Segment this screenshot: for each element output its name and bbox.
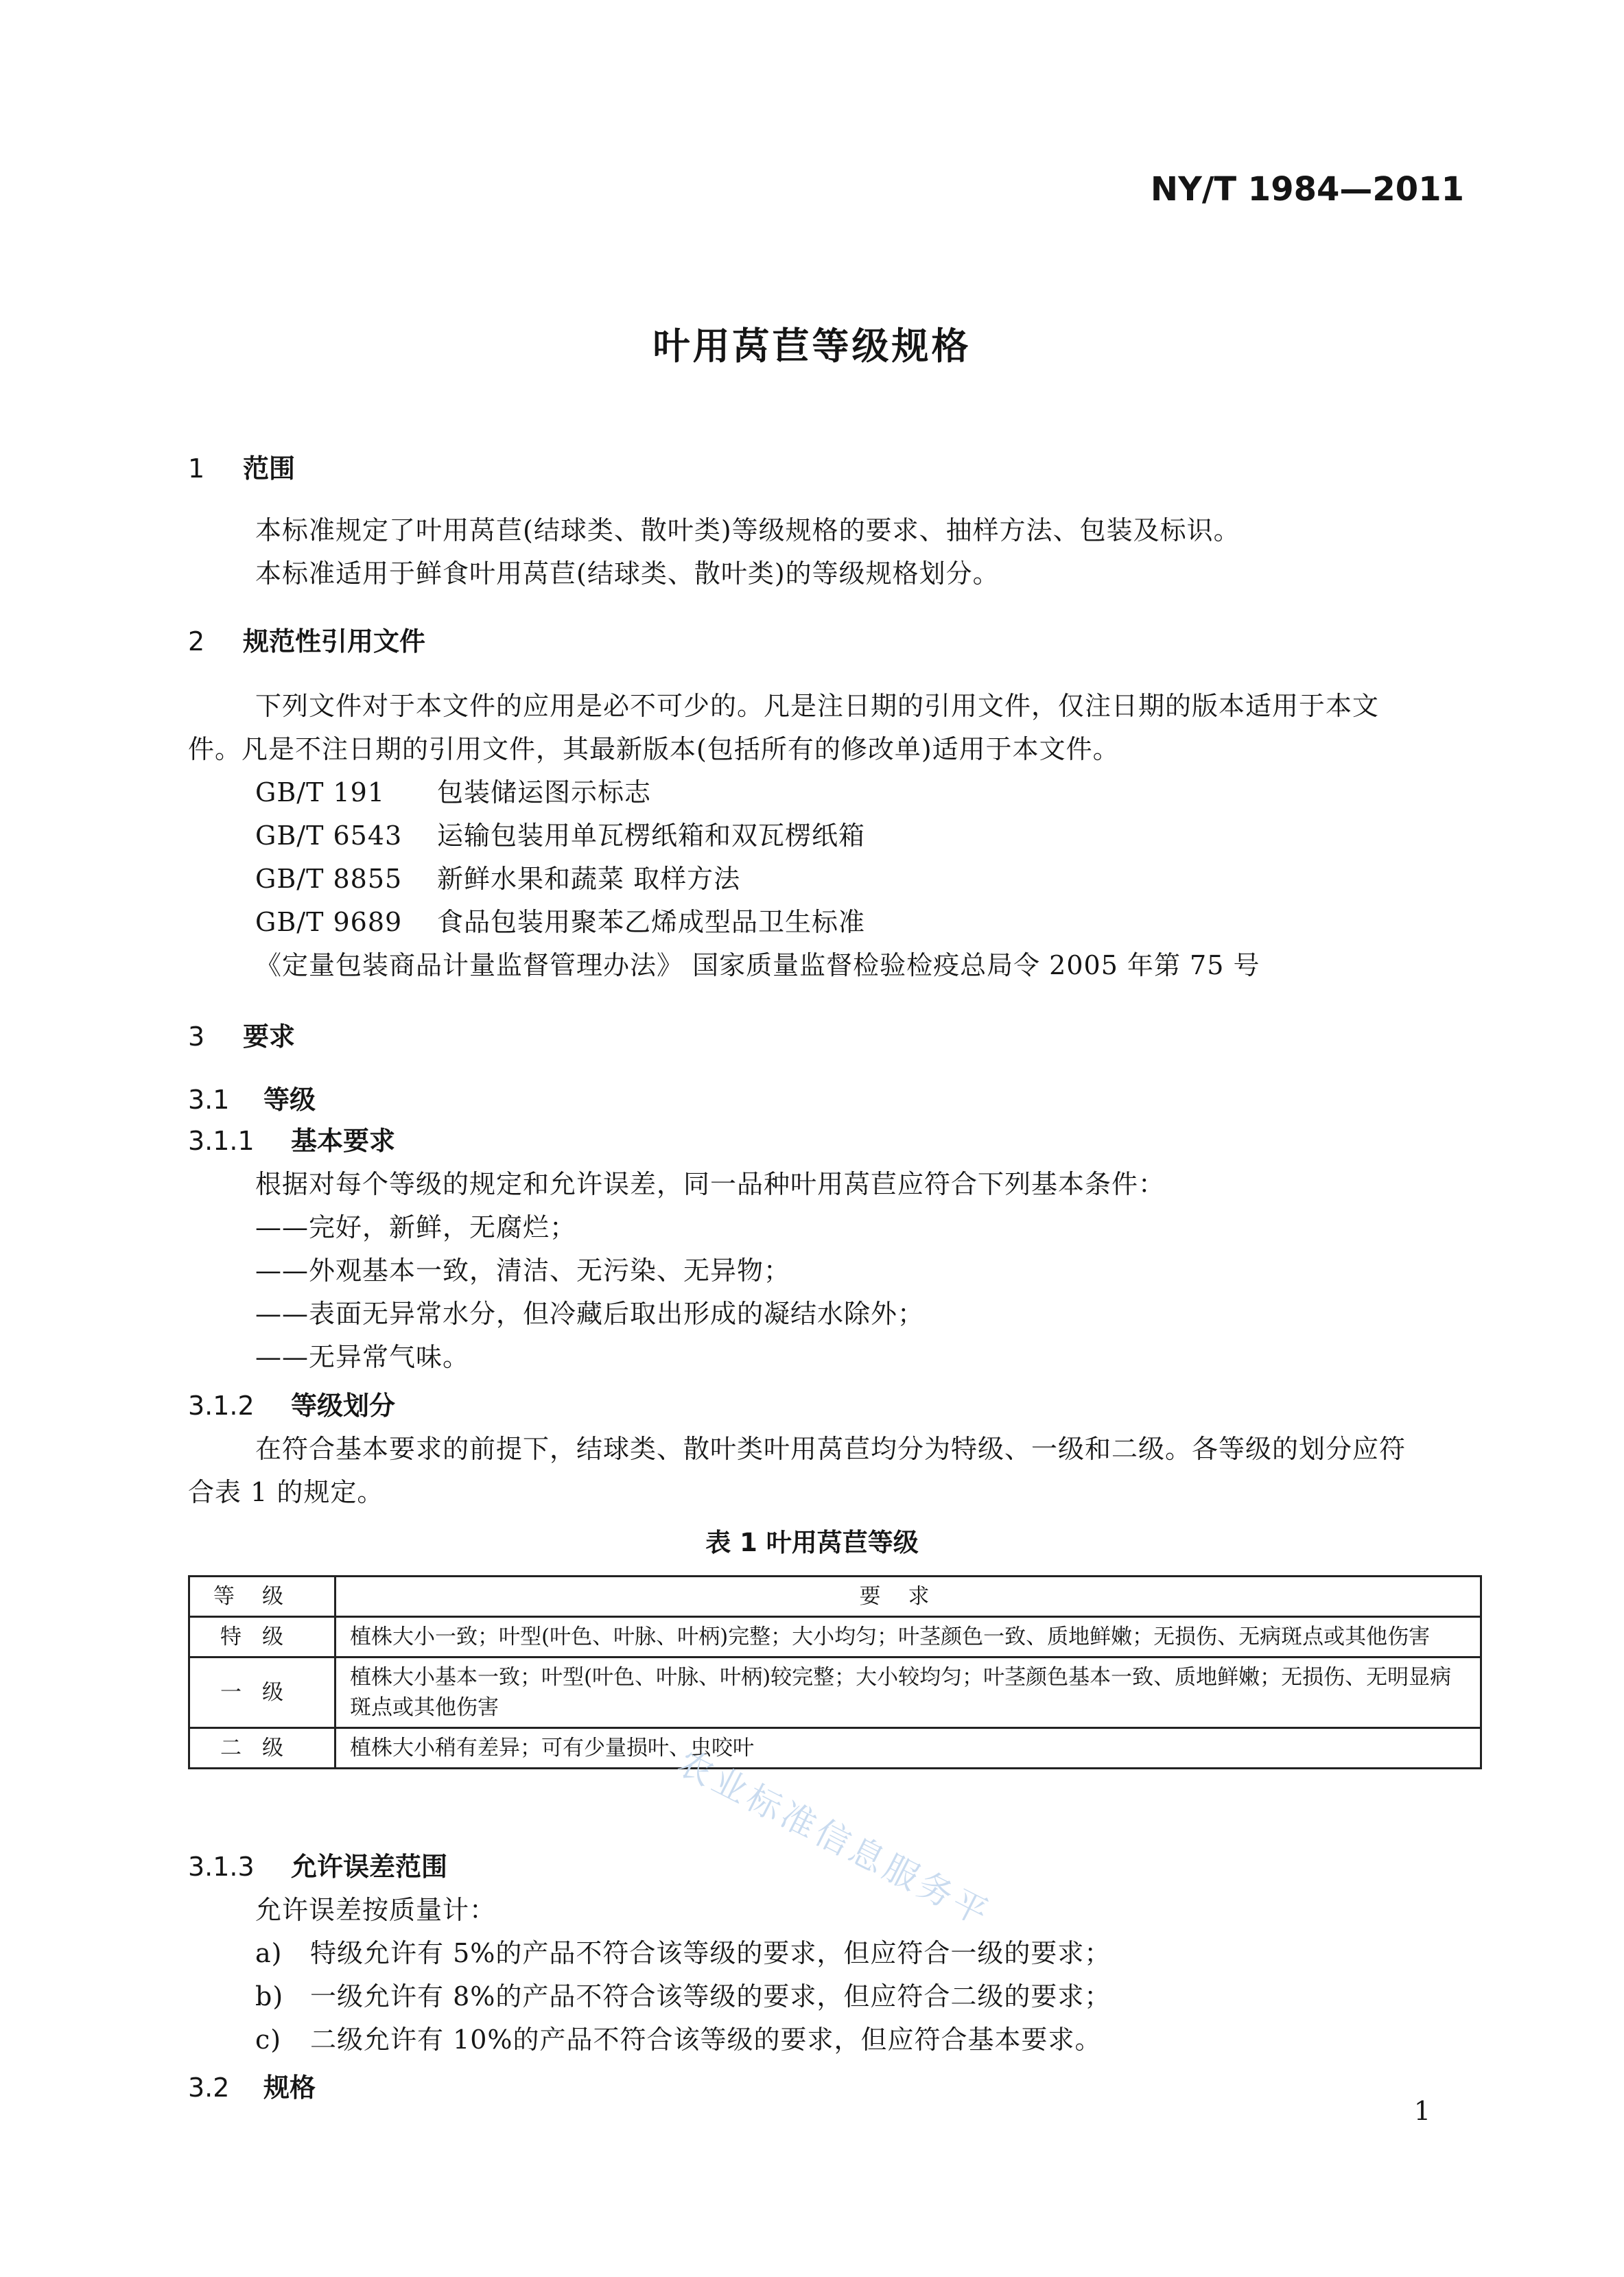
section-3-2-heading — [188, 2066, 316, 2104]
paragraph: 允许误差按质量计： — [255, 1895, 497, 1925]
reference-name: 包装储运图示标志 — [437, 777, 652, 807]
section-title: 范围 — [243, 453, 296, 484]
list-text: 二级允许有 10%的产品不符合该等级的要求，但应符合基本要求。 — [310, 2025, 1102, 2055]
table-header-requirements: 要求 — [336, 1577, 1481, 1617]
table-header-grade: 等级 — [189, 1577, 336, 1617]
section-number: 2 — [188, 626, 205, 657]
reference-item — [255, 771, 651, 809]
reference-item — [255, 901, 865, 939]
list-item: ——表面无异常水分，但冷藏后取出形成的凝结水除外； — [255, 1299, 925, 1329]
paragraph: 合表 1 的规定。 — [188, 1477, 384, 1507]
grade-table — [188, 1575, 1482, 1769]
paragraph: 本标准规定了叶用莴苣(结球类、散叶类)等级规格的要求、抽样方法、包装及标识。 — [255, 515, 1240, 545]
paragraph: 本标准适用于鲜食叶用莴苣(结球类、散叶类)的等级规格划分。 — [255, 558, 1000, 589]
section-number: 3 — [188, 1022, 205, 1052]
section-title: 等级 — [263, 1085, 316, 1115]
grade-cell: 一级 — [189, 1657, 336, 1728]
section-title: 规格 — [263, 2073, 316, 2103]
list-item — [255, 1932, 1111, 1970]
list-item: ——无异常气味。 — [255, 1342, 470, 1372]
paragraph: 件。凡是不注日期的引用文件，其最新版本(包括所有的修改单)适用于本文件。 — [188, 734, 1120, 764]
list-item — [255, 1975, 1111, 2013]
list-text: 一级允许有 8%的产品不符合该等级的要求，但应符合二级的要求； — [310, 1981, 1111, 2011]
requirement-cell: 植株大小一致；叶型(叶色、叶脉、叶柄)完整；大小均匀；叶茎颜色一致、质地鲜嫩；无损伤、无病斑点或其他伤害 — [336, 1617, 1481, 1657]
section-title: 要求 — [243, 1022, 296, 1052]
watermark: 农业标准信息服务平 — [671, 1742, 998, 1935]
grade-cell: 特级 — [189, 1617, 336, 1657]
reference-name: 新鲜水果和蔬菜 取样方法 — [437, 864, 741, 894]
document-title: 叶用莴苣等级规格 — [652, 325, 972, 368]
section-number: 3.2 — [188, 2073, 230, 2103]
section-number: 3.1.2 — [188, 1391, 255, 1421]
section-3-heading — [188, 1015, 295, 1053]
standard-code: NY/T 1984—2011 — [1150, 170, 1464, 209]
requirement-cell: 植株大小稍有差异；可有少量损叶、虫咬叶 — [336, 1728, 1481, 1769]
section-title: 基本要求 — [291, 1126, 396, 1156]
section-title: 允许误差范围 — [291, 1852, 448, 1882]
list-marker: a) — [255, 1938, 283, 1968]
table-header-row — [189, 1577, 1481, 1617]
paragraph: 在符合基本要求的前提下，结球类、散叶类叶用莴苣均分为特级、一级和二级。各等级的划分应符 — [255, 1434, 1407, 1464]
list-marker: b) — [255, 1981, 284, 2011]
requirement-cell: 植株大小基本一致；叶型(叶色、叶脉、叶柄)较完整；大小较均匀；叶茎颜色基本一致、质地鲜嫩；无损伤、无明显病斑点或其他伤害 — [336, 1657, 1481, 1728]
table-row — [189, 1617, 1481, 1657]
list-item: ——完好，新鲜，无腐烂； — [255, 1212, 577, 1242]
reference-name: 食品包装用聚苯乙烯成型品卫生标准 — [437, 907, 866, 937]
section-number: 1 — [188, 453, 205, 484]
section-3-1-3-heading — [188, 1845, 447, 1883]
section-3-1-heading — [188, 1078, 316, 1116]
reference-name: 运输包装用单瓦楞纸箱和双瓦楞纸箱 — [437, 821, 866, 851]
reference-code: GB/T 8855 — [255, 864, 403, 894]
section-3-1-2-heading — [188, 1384, 395, 1422]
paragraph: 根据对每个等级的规定和允许误差，同一品种叶用莴苣应符合下列基本条件： — [255, 1169, 1166, 1199]
section-number: 3.1.3 — [188, 1852, 255, 1882]
list-text: 特级允许有 5%的产品不符合该等级的要求，但应符合一级的要求； — [310, 1938, 1111, 1968]
paragraph: 下列文件对于本文件的应用是必不可少的。凡是注日期的引用文件，仅注日期的版本适用于本文 — [255, 691, 1380, 721]
section-number: 3.1.1 — [188, 1126, 255, 1156]
reference-item — [255, 814, 865, 852]
reference-item — [255, 858, 740, 895]
reference-code: GB/T 191 — [255, 777, 386, 807]
table-caption: 表 1 叶用莴苣等级 — [705, 1528, 919, 1557]
list-item — [255, 2018, 1102, 2056]
regulation-reference: 《定量包装商品计量监督管理办法》 国家质量监督检验检疫总局令 2005 年第 75 号 — [255, 950, 1260, 980]
page-number: 1 — [1413, 2096, 1431, 2126]
table-row — [189, 1657, 1481, 1728]
section-number: 3.1 — [188, 1085, 230, 1115]
section-title: 等级划分 — [291, 1391, 396, 1421]
section-2-heading — [188, 620, 425, 658]
reference-code: GB/T 6543 — [255, 821, 403, 851]
reference-code: GB/T 9689 — [255, 907, 403, 937]
section-3-1-1-heading — [188, 1120, 395, 1157]
table-row — [189, 1728, 1481, 1769]
section-1-heading — [188, 447, 295, 485]
list-item: ——外观基本一致，清洁、无污染、无异物； — [255, 1255, 791, 1286]
section-title: 规范性引用文件 — [243, 626, 426, 657]
list-marker: c) — [255, 2025, 282, 2055]
grade-cell: 二级 — [189, 1728, 336, 1769]
